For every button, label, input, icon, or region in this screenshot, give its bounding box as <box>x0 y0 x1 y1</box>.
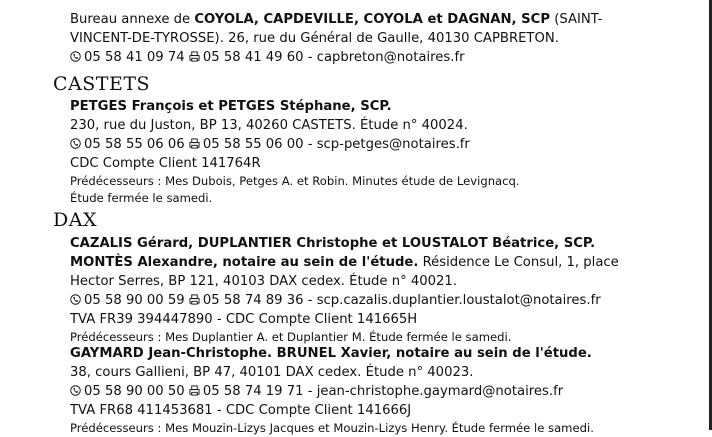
section-title-castets: CASTETS <box>53 73 151 95</box>
entry-associate: MONTÈS Alexandre, notaire au sein de l'étude. <box>70 255 419 270</box>
predecessors: Prédécesseurs : Mes Duplantier A. et Duplantier M. Étude fermée le samedi. <box>70 330 512 344</box>
fax-icon <box>189 294 200 305</box>
entry-contacts <box>70 135 700 154</box>
entry-address: 230, rue du Juston, BP 13, 40260 CASTETS. Étude n° 40024. <box>70 118 468 133</box>
phone-icon <box>70 294 81 305</box>
phone-number: 05 58 90 00 50 <box>84 384 185 399</box>
email: - scp-petges@notaires.fr <box>303 137 470 152</box>
entry-dax-cazalis <box>70 234 700 346</box>
entry-names: COYOLA, CAPDEVILLE, COYOLA et DAGNAN, SCP <box>194 12 550 27</box>
entry-names: GAYMARD Jean-Christophe. BRUNEL Xavier, notaire au sein de l'étude. <box>70 346 592 361</box>
fax-icon <box>189 51 200 62</box>
cdc-account: CDC Compte Client 141764R <box>70 156 261 171</box>
fax-number: 05 58 55 06 00 <box>202 137 304 152</box>
entry-castets <box>70 97 700 207</box>
email: - capbreton@notaires.fr <box>303 50 465 65</box>
predecessors: Prédécesseurs : Mes Dubois, Petges A. et Robin. Minutes étude de Levignacq. <box>70 174 520 188</box>
entry-rest: (SAINT- <box>550 12 603 27</box>
fax-icon <box>189 385 200 396</box>
fax-number: 05 58 41 49 60 <box>202 50 304 65</box>
entry-address: 38, cours Gallieni, BP 47, 40101 DAX cedex. Étude n° 40023. <box>70 365 474 380</box>
entry-address-start: Résidence Le Consul, 1, place <box>418 255 619 270</box>
email: - scp.cazalis.duplantier.loustalot@notaires.fr <box>303 293 601 308</box>
predecessors: Prédécesseurs : Mes Mouzin-Lizys Jacques et Mouzin-Lizys Henry. Étude fermée le samedi. <box>70 421 594 435</box>
entry-names: CAZALIS Gérard, DUPLANTIER Christophe et LOUSTALOT Béatrice, SCP. <box>70 236 596 251</box>
entry-contacts <box>70 48 700 67</box>
fax-number: 05 58 74 89 36 <box>202 293 304 308</box>
entry-contacts <box>70 382 700 401</box>
fax-icon <box>189 138 200 149</box>
tva-cdc: TVA FR39 394447890 - CDC Compte Client 141665H <box>70 312 418 327</box>
phone-number: 05 58 41 09 74 <box>84 50 185 65</box>
phone-number: 05 58 90 00 59 <box>84 293 185 308</box>
closing-note: Étude fermée le samedi. <box>70 191 213 205</box>
entry-intro: Bureau annexe de <box>70 12 195 27</box>
email: - jean-christophe.gaymard@notaires.fr <box>303 384 564 399</box>
phone-number: 05 58 55 06 06 <box>84 137 185 152</box>
entry-capbreton <box>70 10 700 67</box>
phone-icon <box>70 138 81 149</box>
entry-address: Hector Serres, BP 121, 40103 DAX cedex. Étude n° 40021. <box>70 274 457 289</box>
phone-icon <box>70 51 81 62</box>
entry-names: PETGES François et PETGES Stéphane, SCP. <box>70 99 392 114</box>
tva-cdc: TVA FR68 411453681 - CDC Compte Client 141666J <box>70 403 412 418</box>
entry-contacts <box>70 291 700 310</box>
fax-number: 05 58 74 19 71 <box>202 384 304 399</box>
entry-address: VINCENT-DE-TYROSSE). 26, rue du Général de Gaulle, 40130 CAPBRETON. <box>70 31 559 46</box>
phone-icon <box>70 385 81 396</box>
entry-dax-gaymard <box>70 344 700 437</box>
section-title-dax: DAX <box>53 209 97 231</box>
